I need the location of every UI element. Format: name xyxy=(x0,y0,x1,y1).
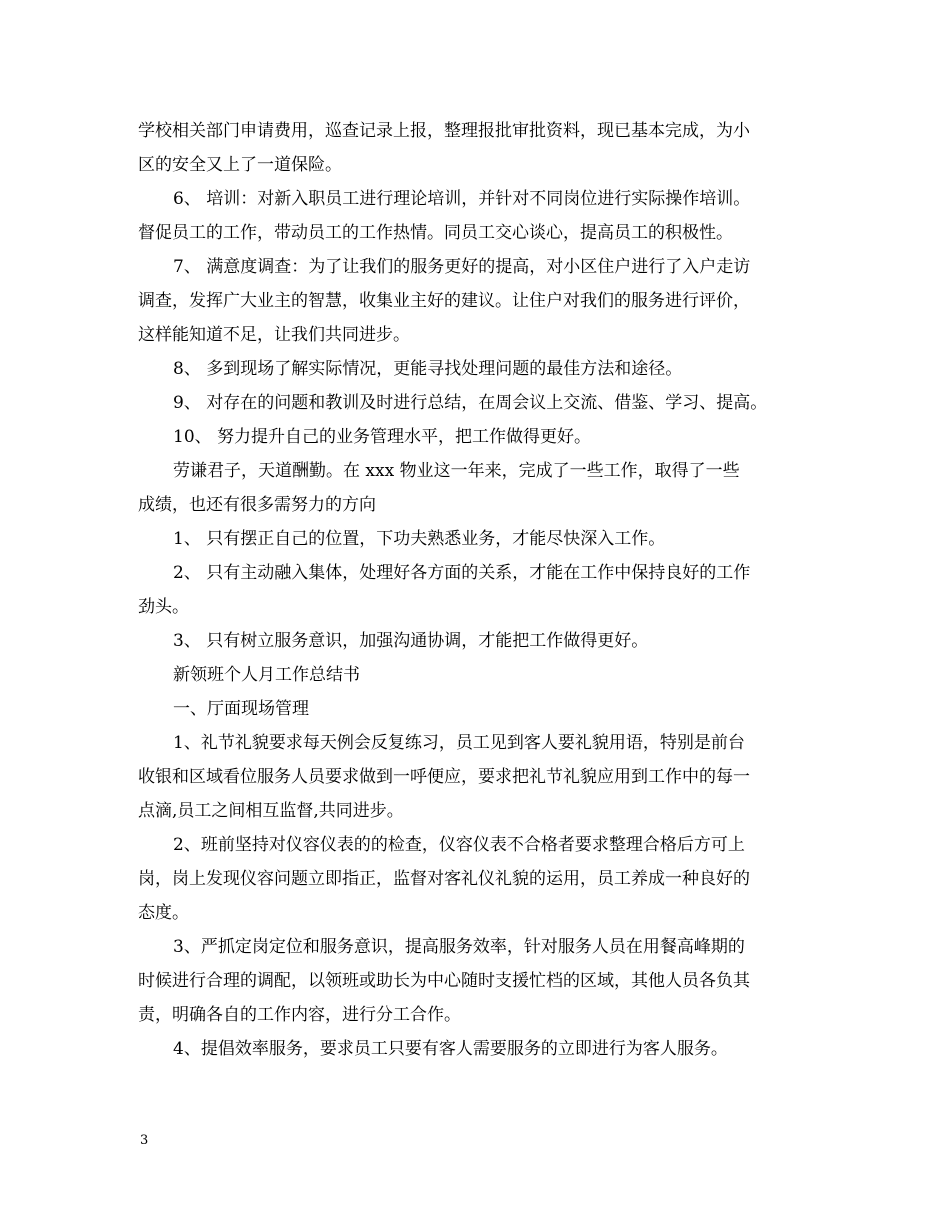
text-line: 收银和区域看位服务人员要求做到一呼便应，要求把礼节礼貌应用到工作中的每一 xyxy=(138,767,750,787)
list-item: 10、 努力提升自己的业务管理水平，把工作做得更好。 xyxy=(173,427,592,447)
list-item: 6、 培训：对新入职员工进行理论培训，并针对不同岗位进行实际操作培训。 xyxy=(173,189,751,209)
paragraph-start: 劳谦君子，天道酬勤。在 xxx 物业这一年来，完成了一些工作，取得了一些 xyxy=(173,461,740,481)
text-line: 学校相关部门申请费用，巡查记录上报，整理报批审批资料，现已基本完成，为小 xyxy=(138,121,750,141)
text-line: 劲头。 xyxy=(138,597,189,617)
text-line: 区的安全又上了一道保险。 xyxy=(138,155,342,175)
text-line: 成绩，也还有很多需努力的方向 xyxy=(138,495,376,515)
text-line: 态度。 xyxy=(138,903,189,923)
list-item: 1、礼节礼貌要求每天例会反复练习，员工见到客人要礼貌用语，特别是前台 xyxy=(173,733,745,753)
list-item: 3、严抓定岗定位和服务意识，提高服务效率，针对服务人员在用餐高峰期的 xyxy=(173,937,745,957)
document-body xyxy=(138,114,818,1066)
list-item: 8、 多到现场了解实际情况，更能寻找处理问题的最佳方法和途径。 xyxy=(173,359,683,379)
list-item: 3、 只有树立服务意识，加强沟通协调，才能把工作做得更好。 xyxy=(173,631,649,651)
section-heading: 一、厅面现场管理 xyxy=(173,699,309,719)
text-line: 点滴,员工之间相互监督,共同进步。 xyxy=(138,801,404,821)
text-line: 责，明确各自的工作内容，进行分工合作。 xyxy=(138,1005,461,1025)
page-number: 3 xyxy=(140,1133,149,1148)
text-line: 调查，发挥广大业主的智慧，收集业主好的建议。让住户对我们的服务进行评价， xyxy=(138,291,750,311)
list-item: 2、班前坚持对仪容仪表的的检查，仪容仪表不合格者要求整理合格后方可上 xyxy=(173,835,745,855)
list-item: 2、 只有主动融入集体，处理好各方面的关系，才能在工作中保持良好的工作 xyxy=(173,563,751,583)
text-line: 这样能知道不足，让我们共同进步。 xyxy=(138,325,410,345)
list-item: 9、 对存在的问题和教训及时进行总结，在周会议上交流、借鉴、学习、提高。 xyxy=(173,393,768,413)
text-line: 岗，岗上发现仪容问题立即指正，监督对客礼仪礼貌的运用，员工养成一种良好的 xyxy=(138,869,750,889)
list-item: 4、提倡效率服务，要求员工只要有客人需要服务的立即进行为客人服务。 xyxy=(173,1039,728,1059)
list-item: 1、 只有摆正自己的位置，下功夫熟悉业务，才能尽快深入工作。 xyxy=(173,529,666,549)
list-item: 7、 满意度调查：为了让我们的服务更好的提高，对小区住户进行了入户走访 xyxy=(173,257,751,277)
text-line: 时候进行合理的调配，以领班或助长为中心随时支援忙档的区域，其他人员各负其 xyxy=(138,971,750,991)
section-title: 新领班个人月工作总结书 xyxy=(173,665,360,685)
text-line: 督促员工的工作，带动员工的工作热情。同员工交心谈心，提高员工的积极性。 xyxy=(138,223,733,243)
